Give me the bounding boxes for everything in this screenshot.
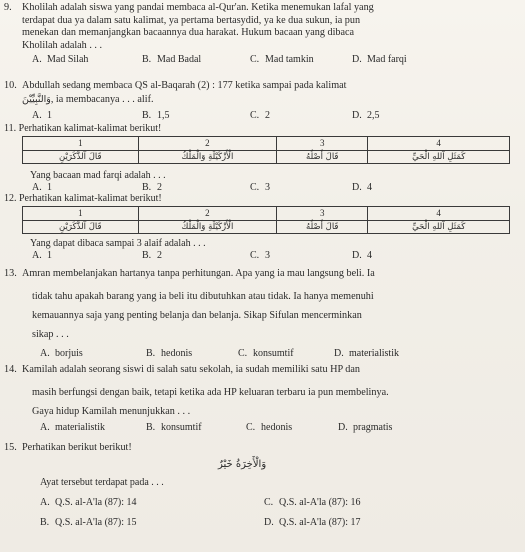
option-b[interactable]: B. 1,5 [142, 110, 170, 121]
option-c[interactable]: C. Mad tamkin [250, 54, 314, 65]
question-number: 9. [4, 2, 12, 13]
option-d[interactable]: D. 4 [352, 182, 372, 193]
option-c[interactable]: C. hedonis [246, 422, 293, 433]
option-d[interactable]: D. 2,5 [352, 110, 380, 121]
question-prompt: Ayat tersebut terdapat pada . . . [40, 477, 164, 488]
question-text: Kholilah adalah siswa yang pandai membaca al-Qur'an. Ketika menemukan lafal yang terdapat dua ya dalam satu kalimat, ya pertama bertasydid, ya ke dua sukun, ia pun menekan dan memanjangkan bacaannya dua harakat. Hukum bacaan yang dibaca Kholilah adalah . . . [22, 2, 374, 51]
option-a[interactable]: A. materialistik [40, 422, 105, 433]
question-text-cont: وَالنَّبِيِّيْنَ, ia membacanya . . . alif. [22, 94, 154, 105]
option-d[interactable]: D. pragmatis [338, 422, 393, 433]
option-b[interactable]: B. 2 [142, 182, 162, 193]
question-text: Perhatikan berikut berikut! [22, 442, 132, 453]
col-header: 4 [368, 207, 510, 221]
col-header: 3 [277, 207, 368, 221]
option-a[interactable]: A. 1 [32, 250, 52, 261]
col-header: 4 [368, 137, 510, 151]
arabic-word: وَالنَّبِيِّيْنَ [22, 94, 51, 105]
word-table [22, 136, 510, 164]
table-cell: قَالَ أَصْلُهُ [277, 220, 368, 234]
option-c[interactable]: C. Q.S. al-A'la (87): 16 [264, 497, 361, 508]
option-a[interactable]: A. 1 [32, 110, 52, 121]
table-cell: كَمَثَلِ آللهِ الْحَيِّ [368, 220, 510, 234]
option-d[interactable]: D. 4 [352, 250, 372, 261]
question-text: Amran membelanjakan hartanya tanpa perhitungan. Apa yang ia mau langsung beli. Ia [22, 268, 375, 279]
option-b[interactable]: B. konsumtif [146, 422, 202, 433]
col-header: 1 [23, 137, 139, 151]
option-a[interactable]: A. borjuis [40, 348, 83, 359]
question-prompt: Yang dapat dibaca sampai 3 alaif adalah . . . [30, 238, 206, 249]
table-cell: الْأَزْكَيْلَةِ وَالْمَلْكُ [138, 220, 277, 234]
option-c[interactable]: C. konsumtif [238, 348, 294, 359]
col-header: 1 [23, 207, 139, 221]
option-a[interactable]: A. 1 [32, 182, 52, 193]
question-text-cont: masih berfungsi dengan baik, tetapi ketika ada HP keluaran terbaru ia pun membelinya. Gaya hidup Kamilah menunjukkan . . . [32, 387, 389, 417]
option-a[interactable]: A. Mad Silah [32, 54, 89, 65]
question-number: 15. [4, 442, 17, 453]
option-a[interactable]: A. Q.S. al-A'la (87): 14 [40, 497, 137, 508]
table-cell: قَالَ أَصْلُهُ [277, 150, 368, 164]
table-cell: قَالَ آلذَّكَرَيْنِ [23, 150, 139, 164]
col-header: 2 [138, 137, 277, 151]
question-text: Kamilah adalah seorang siswi di salah satu sekolah, ia sudah memiliki satu HP dan [22, 364, 361, 375]
option-c[interactable]: C. 3 [250, 250, 270, 261]
option-c[interactable]: C. 3 [250, 182, 270, 193]
option-b[interactable]: B. Mad Badal [142, 54, 202, 65]
question-text: Abdullah sedang membaca QS al-Baqarah (2) : 177 ketika sampai pada kalimat [22, 80, 347, 91]
word-table [22, 206, 510, 234]
table-cell: كَمَثَلِ آللهِ الْحَيِّ [368, 150, 510, 164]
question-number: 10. [4, 80, 17, 91]
col-header: 2 [138, 207, 277, 221]
option-d[interactable]: D. materialistik [334, 348, 399, 359]
question-number: 14. [4, 364, 17, 375]
option-d[interactable]: D. Q.S. al-A'la (87): 17 [264, 517, 361, 528]
option-b[interactable]: B. 2 [142, 250, 162, 261]
question-text-cont: tidak tahu apakah barang yang ia beli itu dibutuhkan atau tidak. Ia hanya memenuhi kemauannya saja yang penting belanja dan belanja. Sikap Sifulan mencerminkan sikap . . . [32, 291, 374, 340]
option-c[interactable]: C. 2 [250, 110, 270, 121]
table-cell: الْأَزْكَيْلَةِ وَالْمَلْكُ [138, 150, 277, 164]
question-text: 12. Perhatikan kalimat-kalimat berikut! [4, 193, 162, 204]
option-b[interactable]: B. Q.S. al-A'la (87): 15 [40, 517, 137, 528]
option-b[interactable]: B. hedonis [146, 348, 193, 359]
question-text: 11. Perhatikan kalimat-kalimat berikut! [4, 123, 162, 134]
table-cell: قَالَ آلذَّكَرَيْنِ [23, 220, 139, 234]
arabic-verse: وَالْأَخِرَةُ خَيْرٌ [218, 459, 267, 470]
option-d[interactable]: D. Mad farqi [352, 54, 407, 65]
col-header: 3 [277, 137, 368, 151]
question-number: 13. [4, 268, 17, 279]
question-prompt: Yang bacaan mad farqi adalah . . . [30, 170, 166, 181]
